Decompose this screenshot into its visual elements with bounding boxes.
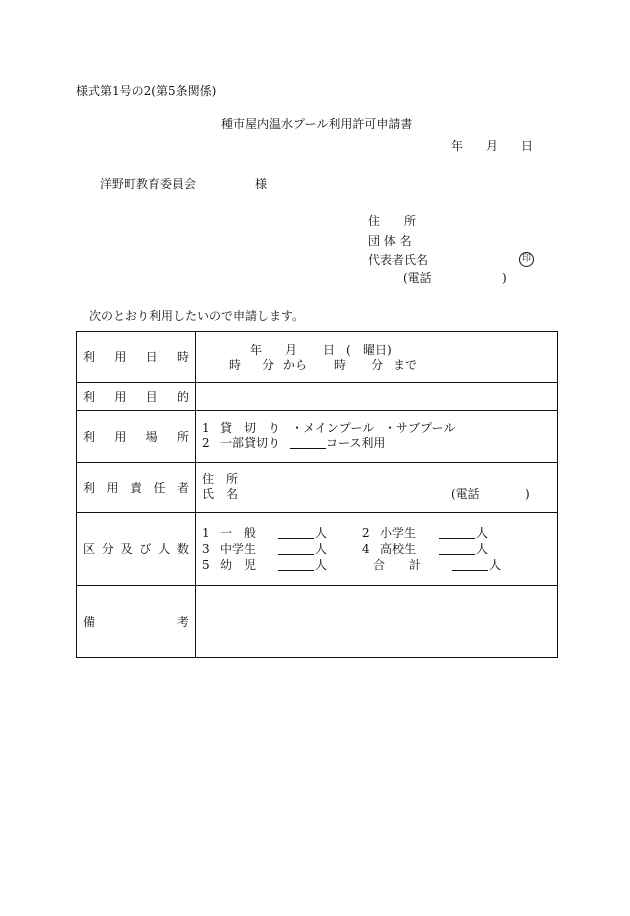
field-remarks[interactable] — [196, 586, 558, 658]
label-counts: 区 分 及 び 人 数 — [77, 513, 196, 586]
intro-text: 次のとおり利用したいので申請します。 — [89, 309, 305, 323]
date-year[interactable]: 年 — [451, 139, 464, 153]
label-purpose: 利 用 目 的 — [77, 383, 196, 411]
option-sub-pool[interactable]: ・サブプール — [384, 421, 456, 435]
form-title: 種市屋内温水プール利用許可申請書 — [221, 117, 413, 131]
applicant-phone-open: (電話 — [403, 271, 432, 285]
label-place: 利 用 場 所 — [77, 411, 196, 463]
count-elementary-field[interactable] — [439, 528, 475, 539]
addressee: 洋野町教育委員会 — [100, 177, 197, 191]
field-person[interactable]: 住 所 氏 名 (電話 ) — [196, 463, 558, 513]
row-person — [77, 463, 558, 513]
date-month[interactable]: 月 — [486, 139, 499, 153]
lane-count-field[interactable] — [290, 438, 326, 449]
field-purpose[interactable] — [196, 383, 558, 411]
row-purpose — [77, 383, 558, 411]
field-datetime[interactable]: 年 月 日 ( 曜日) 時 分 から 時 分 まで — [196, 332, 558, 383]
field-counts: 1 一 般 人 2 小学生 人 3 中学生 人 4 高校生 人 5 幼 児 人 合 計 人 — [196, 513, 558, 586]
row-counts — [77, 513, 558, 586]
count-junior-high-field[interactable] — [278, 544, 314, 555]
option-full-rental[interactable]: 貸 切 り — [220, 421, 281, 435]
row-datetime — [77, 332, 558, 383]
label-datetime: 利 用 日 時 — [77, 332, 196, 383]
label-remarks: 備 考 — [77, 586, 196, 658]
honorific: 様 — [255, 177, 268, 191]
count-preschool-field[interactable] — [278, 560, 314, 571]
seal-icon: 印 — [519, 252, 534, 267]
applicant-group-label: 団 体 名 — [368, 234, 412, 248]
field-place: 1 貸 切 り ・メインプール ・サブプール 2 一部貸切り コース利用 — [196, 411, 558, 463]
option-main-pool[interactable]: ・メインプール — [291, 421, 375, 435]
form-id: 様式第1号の2(第5条関係) — [76, 84, 217, 98]
applicant-address-label: 住 所 — [368, 214, 417, 228]
application-table — [76, 331, 558, 658]
row-remarks — [77, 586, 558, 658]
applicant-phone-close: ) — [502, 271, 507, 285]
count-total-field[interactable] — [452, 560, 488, 571]
count-general-field[interactable] — [278, 528, 314, 539]
option-partial-rental[interactable]: 一部貸切り — [220, 436, 281, 450]
applicant-rep-label: 代表者氏名 — [368, 253, 429, 267]
date-day[interactable]: 日 — [521, 139, 534, 153]
label-person: 利 用 責 任 者 — [77, 463, 196, 513]
row-place — [77, 411, 558, 463]
count-high-school-field[interactable] — [439, 544, 475, 555]
